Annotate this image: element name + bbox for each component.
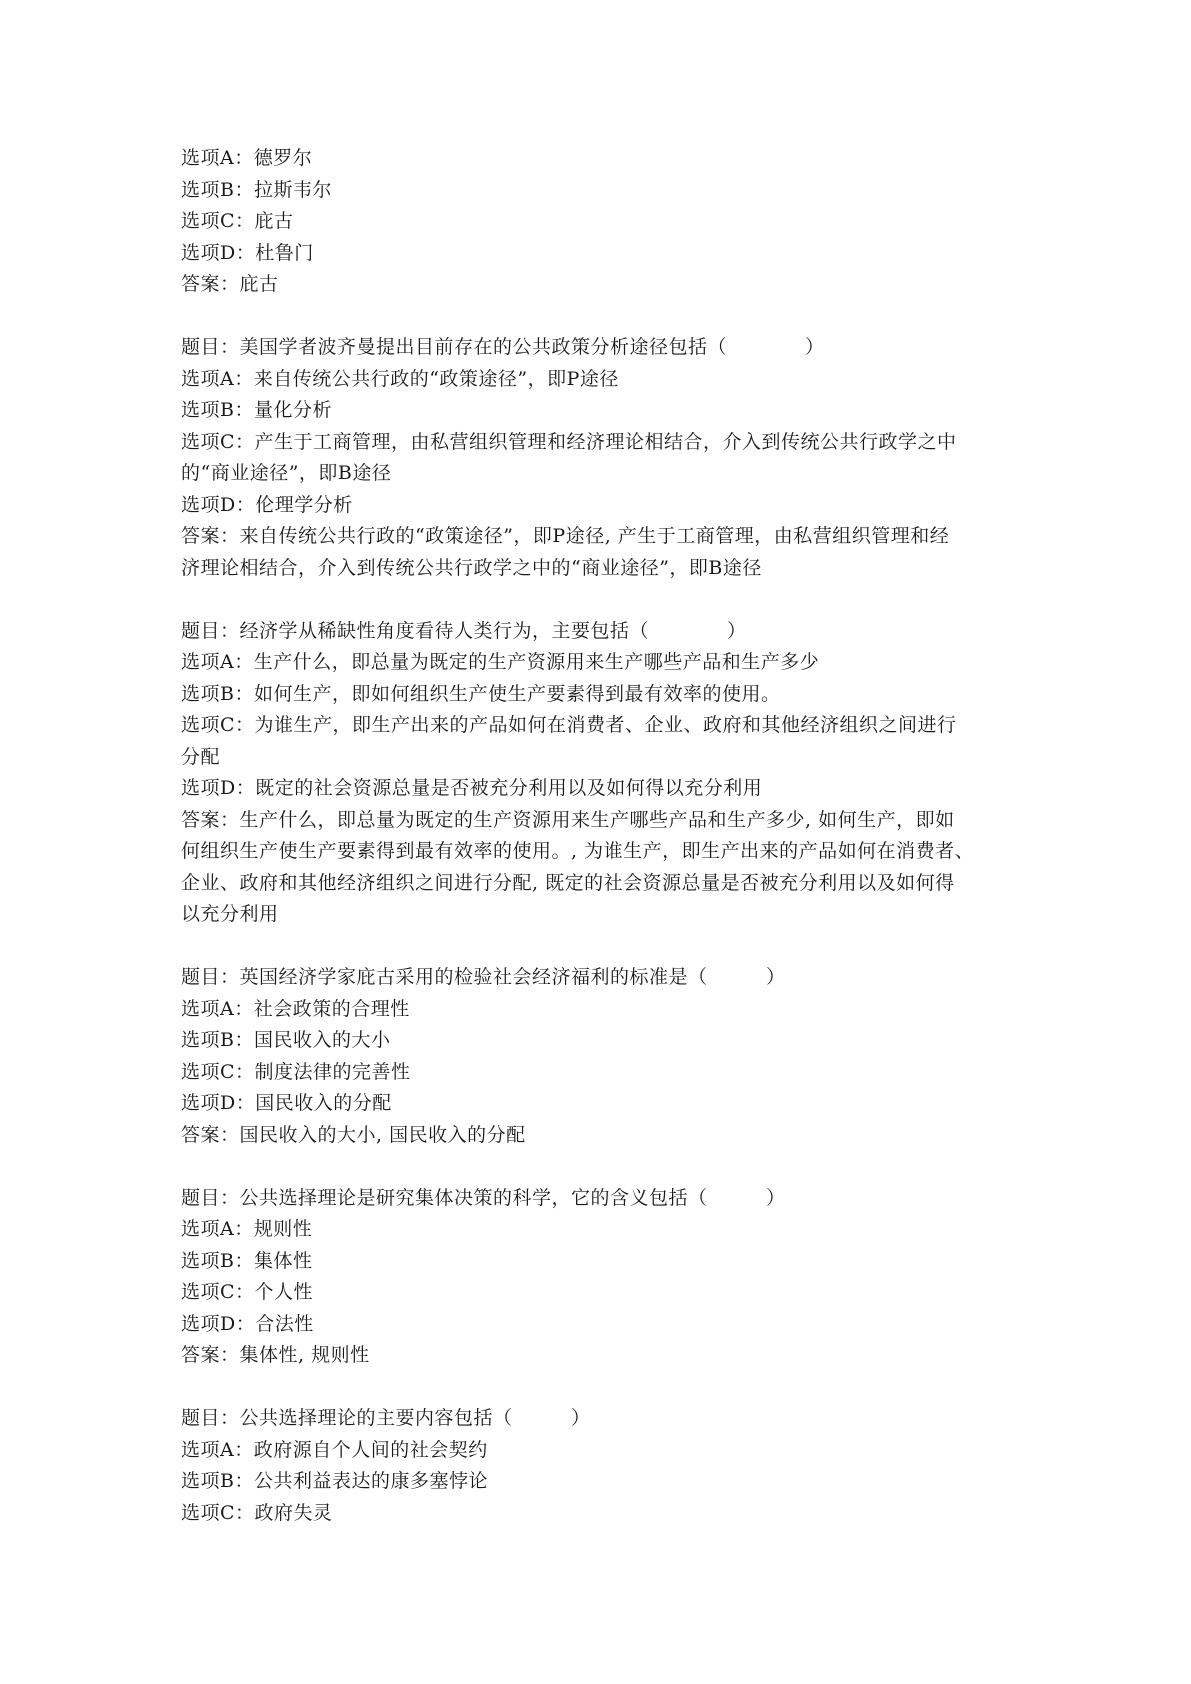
- option-b: 选项B：如何生产，即如何组织生产使生产要素得到最有效率的使用。: [181, 682, 781, 705]
- answer: 答案：国民收入的大小, 国民收入的分配: [181, 1123, 526, 1146]
- option-a: 选项A：社会政策的合理性: [181, 997, 410, 1020]
- question-block-3: [181, 616, 1021, 931]
- option-d: 选项D：伦理学分析: [181, 493, 353, 516]
- question-title: 题目：经济学从稀缺性角度看待人类行为，主要包括（ ）: [181, 619, 747, 642]
- option-a: 选项A：来自传统公共行政的“政策途径”，即P途径: [181, 367, 619, 390]
- question-block-5: [181, 1183, 1021, 1372]
- option-c: 选项C：产生于工商管理，由私营组织管理和经济理论相结合，介入到传统公共行政学之中: [181, 430, 957, 453]
- question-title: 题目：公共选择理论是研究集体决策的科学，它的含义包括（ ）: [181, 1186, 786, 1209]
- option-a: 选项A：德罗尔: [181, 147, 313, 169]
- answer-continued: 企业、政府和其他经济组织之间进行分配, 既定的社会资源总量是否被充分利用以及如何得: [181, 871, 955, 894]
- option-d: 选项D：杜鲁门: [181, 241, 314, 264]
- question-block-1: [181, 143, 1021, 301]
- option-d: 选项D：既定的社会资源总量是否被充分利用以及如何得以充分利用: [181, 777, 763, 799]
- option-c: 选项C：个人性: [181, 1281, 314, 1303]
- option-b: 选项B：量化分析: [181, 399, 332, 421]
- question-title: 题目：美国学者波齐曼提出目前存在的公共政策分析途径包括（ ）: [181, 336, 825, 358]
- option-a: 选项A：生产什么，即总量为既定的生产资源用来生产哪些产品和生产多少: [181, 651, 820, 673]
- option-b: 选项B：拉斯韦尔: [181, 178, 332, 201]
- option-d: 选项D：合法性: [181, 1312, 314, 1335]
- option-d: 选项D：国民收入的分配: [181, 1092, 392, 1114]
- option-b: 选项B：公共利益表达的康多塞悖论: [181, 1470, 488, 1492]
- question-block-6: [181, 1403, 1021, 1529]
- option-a: 选项A：规则性: [181, 1218, 313, 1240]
- question-title: 题目：公共选择理论的主要内容包括（ ）: [181, 1407, 591, 1429]
- answer-continued: 济理论相结合，介入到传统公共行政学之中的“商业途径”，即B途径: [181, 556, 762, 579]
- option-c: 选项C：为谁生产，即生产出来的产品如何在消费者、企业、政府和其他经济组织之间进行: [181, 714, 957, 736]
- option-a: 选项A：政府源自个人间的社会契约: [181, 1438, 488, 1461]
- question-block-2: [181, 332, 1021, 584]
- answer: 答案：庇古: [181, 273, 279, 295]
- answer: 答案：集体性, 规则性: [181, 1344, 370, 1366]
- option-b: 选项B：集体性: [181, 1249, 313, 1272]
- document-page: [181, 143, 1021, 1561]
- answer: 答案：来自传统公共行政的“政策途径”，即P途径, 产生于工商管理，由私营组织管理和经: [181, 525, 950, 547]
- question-title: 题目：英国经济学家庇古采用的检验社会经济福利的标准是（ ）: [181, 966, 786, 988]
- answer-continued: 以充分利用: [181, 903, 279, 925]
- option-b: 选项B：国民收入的大小: [181, 1029, 391, 1051]
- answer: 答案：生产什么，即总量为既定的生产资源用来生产哪些产品和生产多少, 如何生产，即如: [181, 808, 955, 831]
- option-c: 选项C：制度法律的完善性: [181, 1060, 411, 1083]
- option-c-continued: 的“商业途径”，即B途径: [181, 462, 392, 484]
- question-block-4: [181, 962, 1021, 1151]
- option-c: 选项C：政府失灵: [181, 1501, 333, 1524]
- answer-continued: 何组织生产使生产要素得到最有效率的使用。, 为谁生产，即生产出来的产品如何在消费者、: [181, 840, 975, 862]
- option-c: 选项C：庇古: [181, 210, 294, 232]
- option-c-continued: 分配: [181, 745, 221, 768]
